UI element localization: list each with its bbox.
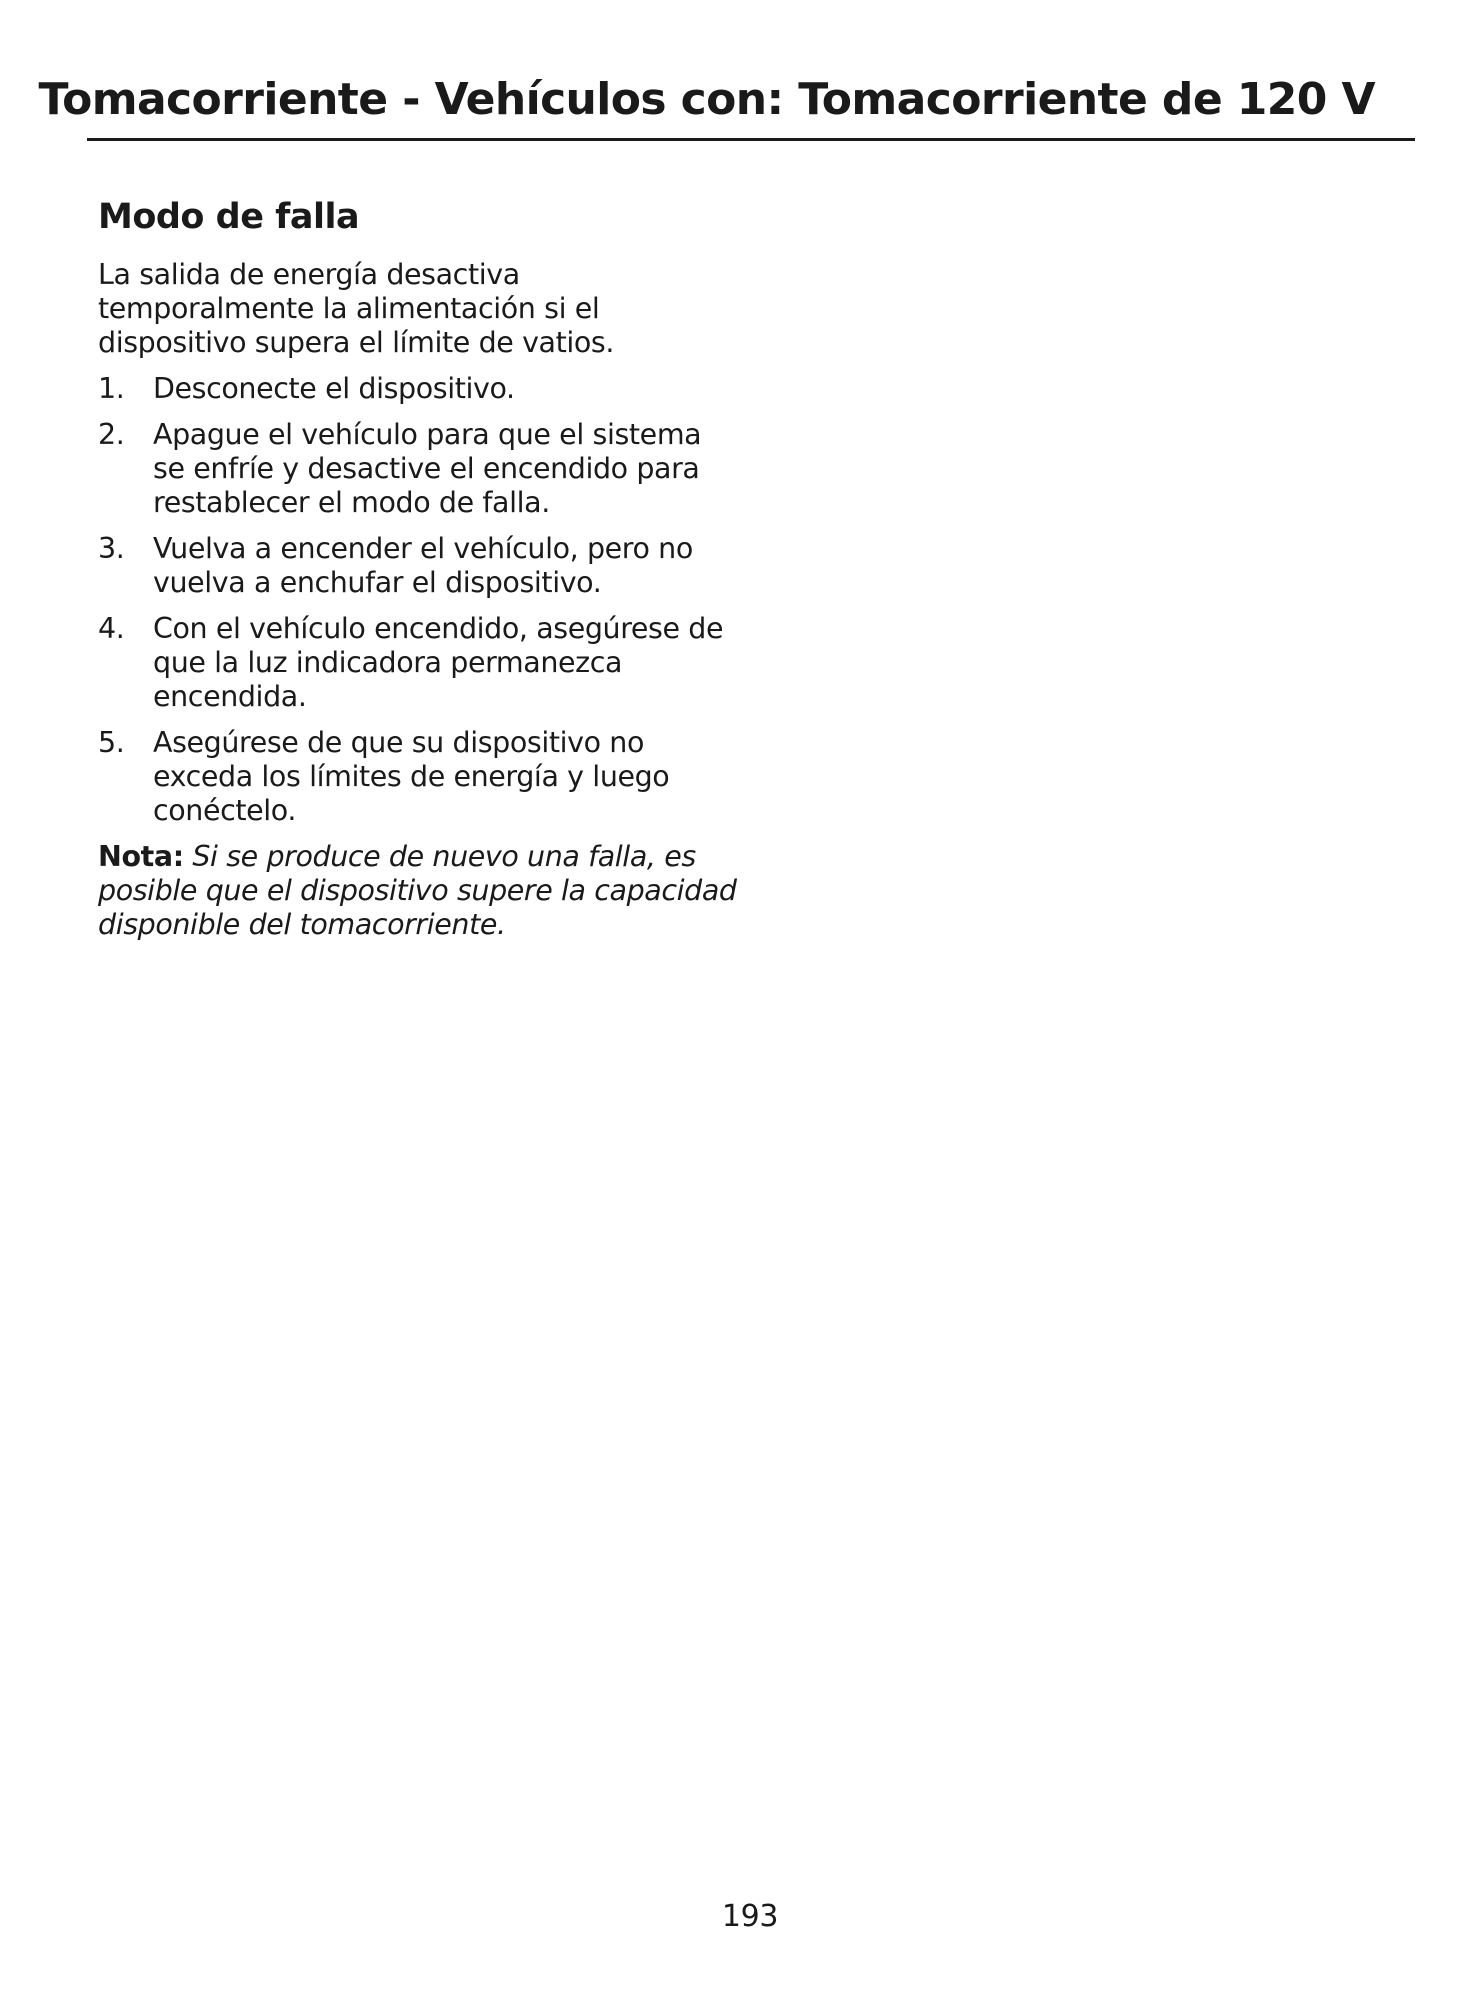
step-text: Con el vehículo encendido, asegúrese de que la luz indicadora permanezca encendida.	[153, 611, 724, 713]
step-text: Apague el vehículo para que el sistema se enfríe y desactive el encendido para restablecer el modo de falla.	[153, 417, 702, 519]
page-title: Tomacorriente - Vehículos con: Tomacorriente de 120 V	[38, 74, 1375, 125]
note	[98, 840, 738, 942]
step-number: 4.	[98, 611, 125, 645]
steps-list	[98, 372, 738, 828]
step-text: Asegúrese de que su dispositivo no exceda los límites de energía y luego conéctelo.	[153, 725, 670, 827]
page-header	[38, 62, 1415, 141]
step-item	[98, 612, 738, 714]
note-label: Nota:	[98, 839, 184, 873]
step-item	[98, 372, 738, 406]
intro-paragraph: La salida de energía desactiva temporalmente la alimentación si el dispositivo supera el límite de vatios.	[98, 257, 615, 359]
step-item	[98, 532, 738, 600]
step-number: 1.	[98, 371, 125, 405]
step-text: Desconecte el dispositivo.	[153, 371, 515, 405]
step-number: 2.	[98, 417, 125, 451]
step-number: 5.	[98, 725, 125, 759]
section-title: Modo de falla	[98, 197, 360, 237]
step-text: Vuelva a encender el vehículo, pero no vuelva a enchufar el dispositivo.	[153, 531, 693, 599]
note-text: Si se produce de nuevo una falla, es posible que el dispositivo supere la capacidad disponible del tomacorriente.	[98, 839, 737, 941]
step-item	[98, 418, 738, 520]
step-number: 3.	[98, 531, 125, 565]
main-content	[98, 196, 738, 942]
page-number: 193	[721, 1899, 779, 1934]
step-item	[98, 726, 738, 828]
